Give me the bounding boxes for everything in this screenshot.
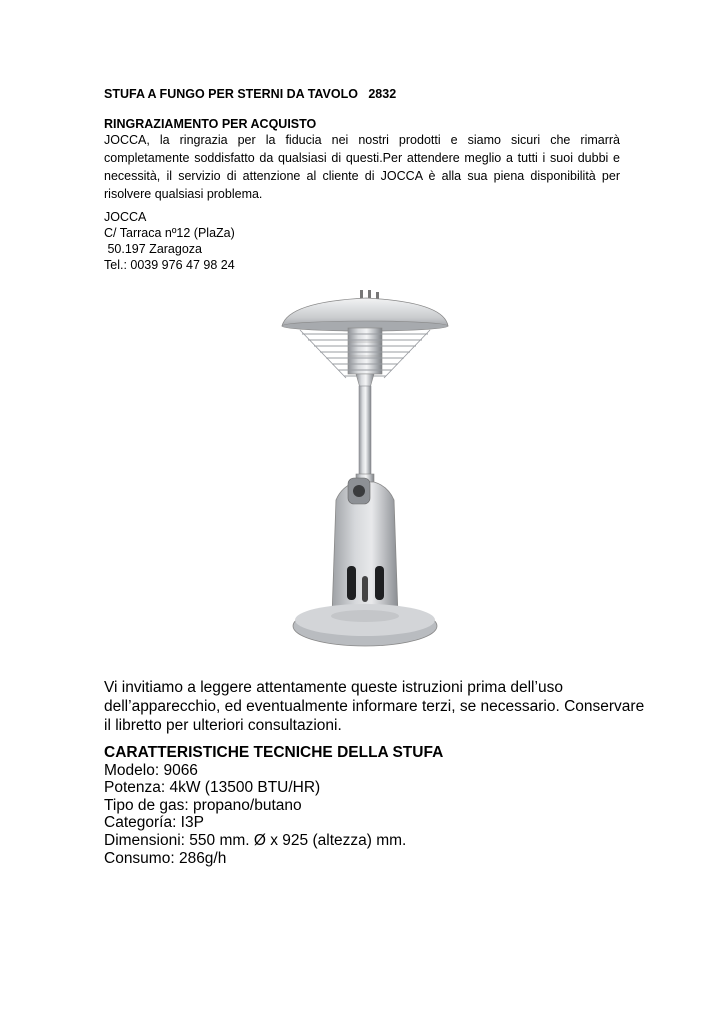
document-title: STUFA A FUNGO PER STERNI DA TAVOLO 2832	[104, 87, 397, 101]
intro-line-1: Vi invitiamo a leggere attentamente queste istruzioni prima dell’uso	[104, 679, 563, 696]
intro-line-2: dell’apparecchio, ed eventualmente informare terzi, se necessario. Conservare	[104, 698, 645, 715]
address-street: C/ Tarraca nº12 (PlaZa)	[104, 226, 235, 240]
spec-gas-type: Tipo de gas: propano/butano	[104, 796, 302, 814]
spec-category: Categoría: I3P	[104, 814, 204, 832]
thanks-text: JOCCA, la ringrazia per la fiducia nei nostri prodotti e siamo sicuri che rimarrà completamente soddisfatto da qualsiasi di questi.Per attendere meglio a tutti i suoi dubbi e necessità, il servizio di attenzione al cliente di JOCCA è alla sua piena disponibilità per risolvere qualsiasi problema.	[104, 133, 620, 201]
spec-power: Potenza: 4kW (13500 BTU/HR)	[104, 779, 321, 797]
spec-model: Modelo: 9066	[104, 761, 198, 779]
company-name: JOCCA	[104, 210, 147, 224]
intro-line-3: il libretto per ulteriori consultazioni.	[104, 717, 342, 734]
address-city: 50.197 Zaragoza	[104, 242, 202, 256]
thanks-heading: RINGRAZIAMENTO PER ACQUISTO	[104, 117, 317, 131]
company-address	[104, 209, 235, 273]
specs-heading: CARATTERISTICHE TECNICHE DELLA STUFA	[104, 744, 444, 761]
spec-dimensions: Dimensioni: 550 mm. Ø x 925 (altezza) mm.	[104, 831, 407, 849]
technical-specs	[104, 744, 443, 867]
patio-heater-image	[278, 286, 452, 658]
spec-consumption: Consumo: 286g/h	[104, 849, 227, 867]
address-phone: Tel.: 0039 976 47 98 24	[104, 258, 235, 272]
intro-paragraph	[104, 678, 645, 735]
thanks-paragraph	[104, 131, 620, 203]
